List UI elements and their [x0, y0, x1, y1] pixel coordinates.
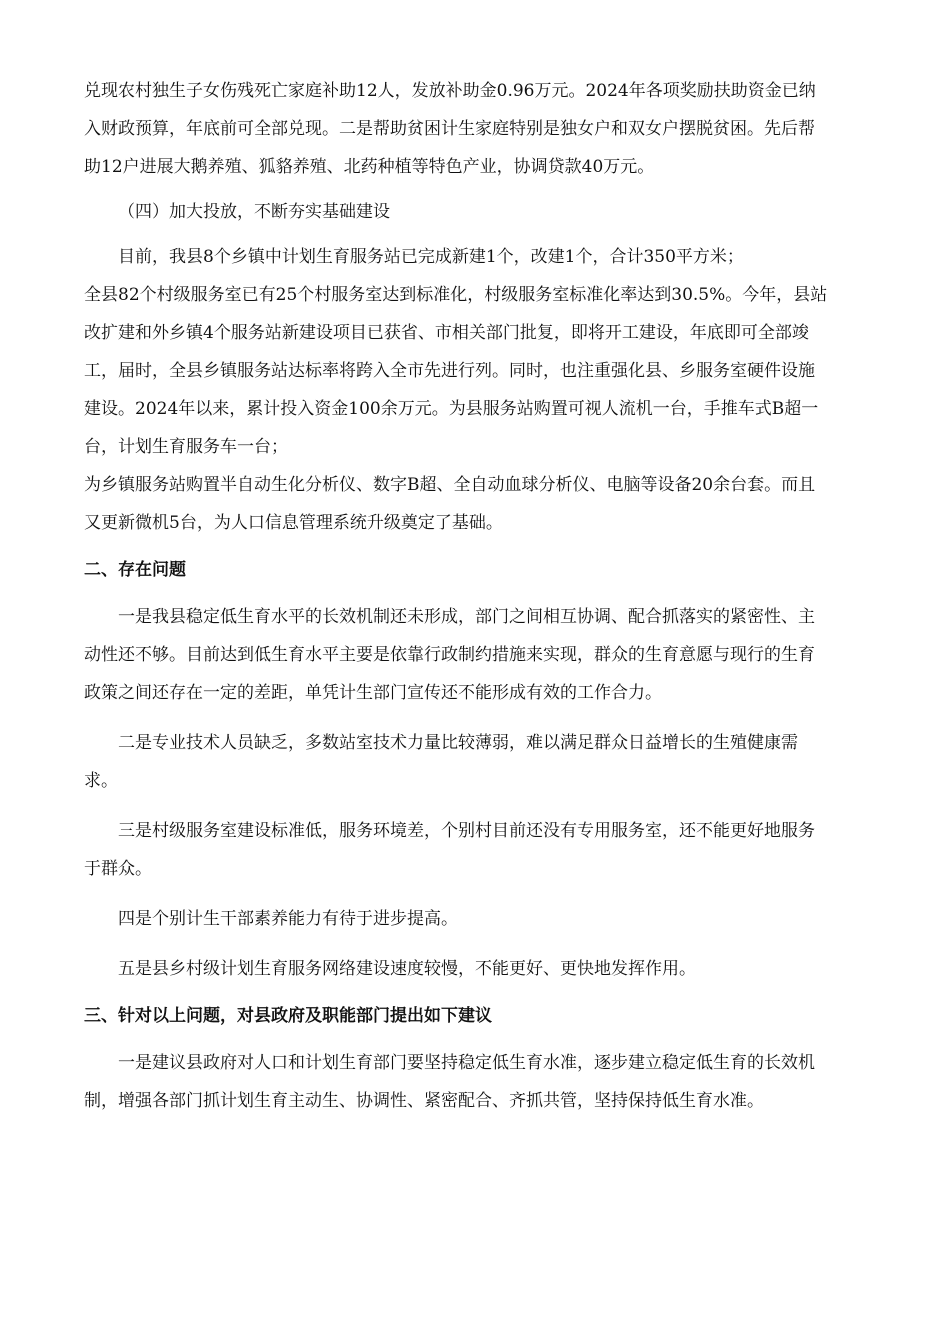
paragraph-line: 于群众。 — [84, 859, 152, 879]
paragraph-line: 动性还不够。目前达到低生育水平主要是依靠行政制约措施来实现，群众的生育意愿与现行的生育 — [84, 645, 815, 665]
paragraph-spacer — [84, 938, 870, 950]
paragraph-line: 三是村级服务室建设标准低，服务环境差，个别村目前还没有专用服务室，还不能更好地服务 — [118, 821, 815, 841]
paragraph-line: 台，计划生育服务车一台； — [84, 437, 288, 457]
paragraph-line: 又更新微机5台，为人口信息管理系统升级奠定了基础。 — [84, 513, 503, 533]
problem-paragraph-5: 五是县乡村级计划生育服务网络建设速度较慢，不能更好、更快地发挥作用。 — [118, 959, 696, 979]
paragraph-line: 工，届时，全县乡镇服务站达标率将跨入全市先进行列。同时，也注重强化县、乡服务室硬件设施 — [84, 361, 815, 381]
suggestion-paragraph-1 — [84, 1044, 870, 1120]
intro-paragraph — [84, 72, 870, 186]
paragraph-line: 兑现农村独生子女伤残死亡家庭补助12人，发放补助金0.96万元。2024年各项奖励扶助资金已纳 — [84, 81, 816, 101]
paragraph-line: 建设。2024年以来，累计投入资金100余万元。为县服务站购置可视人流机一台，手推车式B超一 — [84, 399, 819, 419]
paragraph-line: 二是专业技术人员缺乏，多数站室技术力量比较薄弱，难以满足群众日益增长的生殖健康需 — [118, 733, 798, 753]
paragraph-line: 一是我县稳定低生育水平的长效机制还未形成，部门之间相互协调、配合抓落实的紧密性、主 — [118, 607, 815, 627]
paragraph-line: 制，增强各部门抓计划生育主动生、协调性、紧密配合、齐抓共管，坚持保持低生育水准。 — [84, 1091, 764, 1111]
section-heading-problems: 二、存在问题 — [84, 560, 186, 580]
paragraph-line: 为乡镇服务站购置半自动生化分析仪、数字B超、全自动血球分析仪、电脑等设备20余台套。而且 — [84, 475, 816, 495]
paragraph-line: 改扩建和外乡镇4个服务站新建设项目已获省、市相关部门批复，即将开工建设，年底即可全部竣 — [84, 323, 809, 343]
paragraph-line: 政策之间还存在一定的差距，单凭计生部门宣传还不能形成有效的工作合力。 — [84, 683, 662, 703]
paragraph-line: 求。 — [84, 771, 118, 791]
paragraph-spacer — [84, 800, 870, 812]
paragraph-spacer — [84, 712, 870, 724]
paragraph-line: 助12户进展大鹅养殖、狐貉养殖、北药种植等特色产业，协调贷款40万元。 — [84, 157, 655, 177]
problem-paragraph-4: 四是个别计生干部素养能力有待于进步提高。 — [118, 909, 458, 929]
paragraph-line: 目前，我县8个乡镇中计划生育服务站已完成新建1个，改建1个，合计350平方米； — [118, 247, 744, 267]
problem-paragraph-1 — [84, 598, 870, 712]
problem-paragraph-3 — [84, 812, 870, 888]
document-page — [84, 72, 870, 1120]
paragraph-spacer — [84, 888, 870, 900]
infrastructure-paragraph — [84, 238, 870, 542]
paragraph-line: 全县82个村级服务室已有25个村服务室达到标准化，村级服务室标准化率达到30.5%。今年，县站 — [84, 285, 828, 305]
paragraph-line: 入财政预算，年底前可全部兑现。二是帮助贫困计生家庭特别是独女户和双女户摆脱贫困。先后帮 — [84, 119, 815, 139]
section-heading-suggestions: 三、针对以上问题，对县政府及职能部门提出如下建议 — [84, 1006, 492, 1026]
subsection-heading: （四）加大投放，不断夯实基础建设 — [118, 202, 390, 222]
paragraph-line: 一是建议县政府对人口和计划生育部门要坚持稳定低生育水准，逐步建立稳定低生育的长效机 — [118, 1053, 815, 1073]
problem-paragraph-2 — [84, 724, 870, 800]
